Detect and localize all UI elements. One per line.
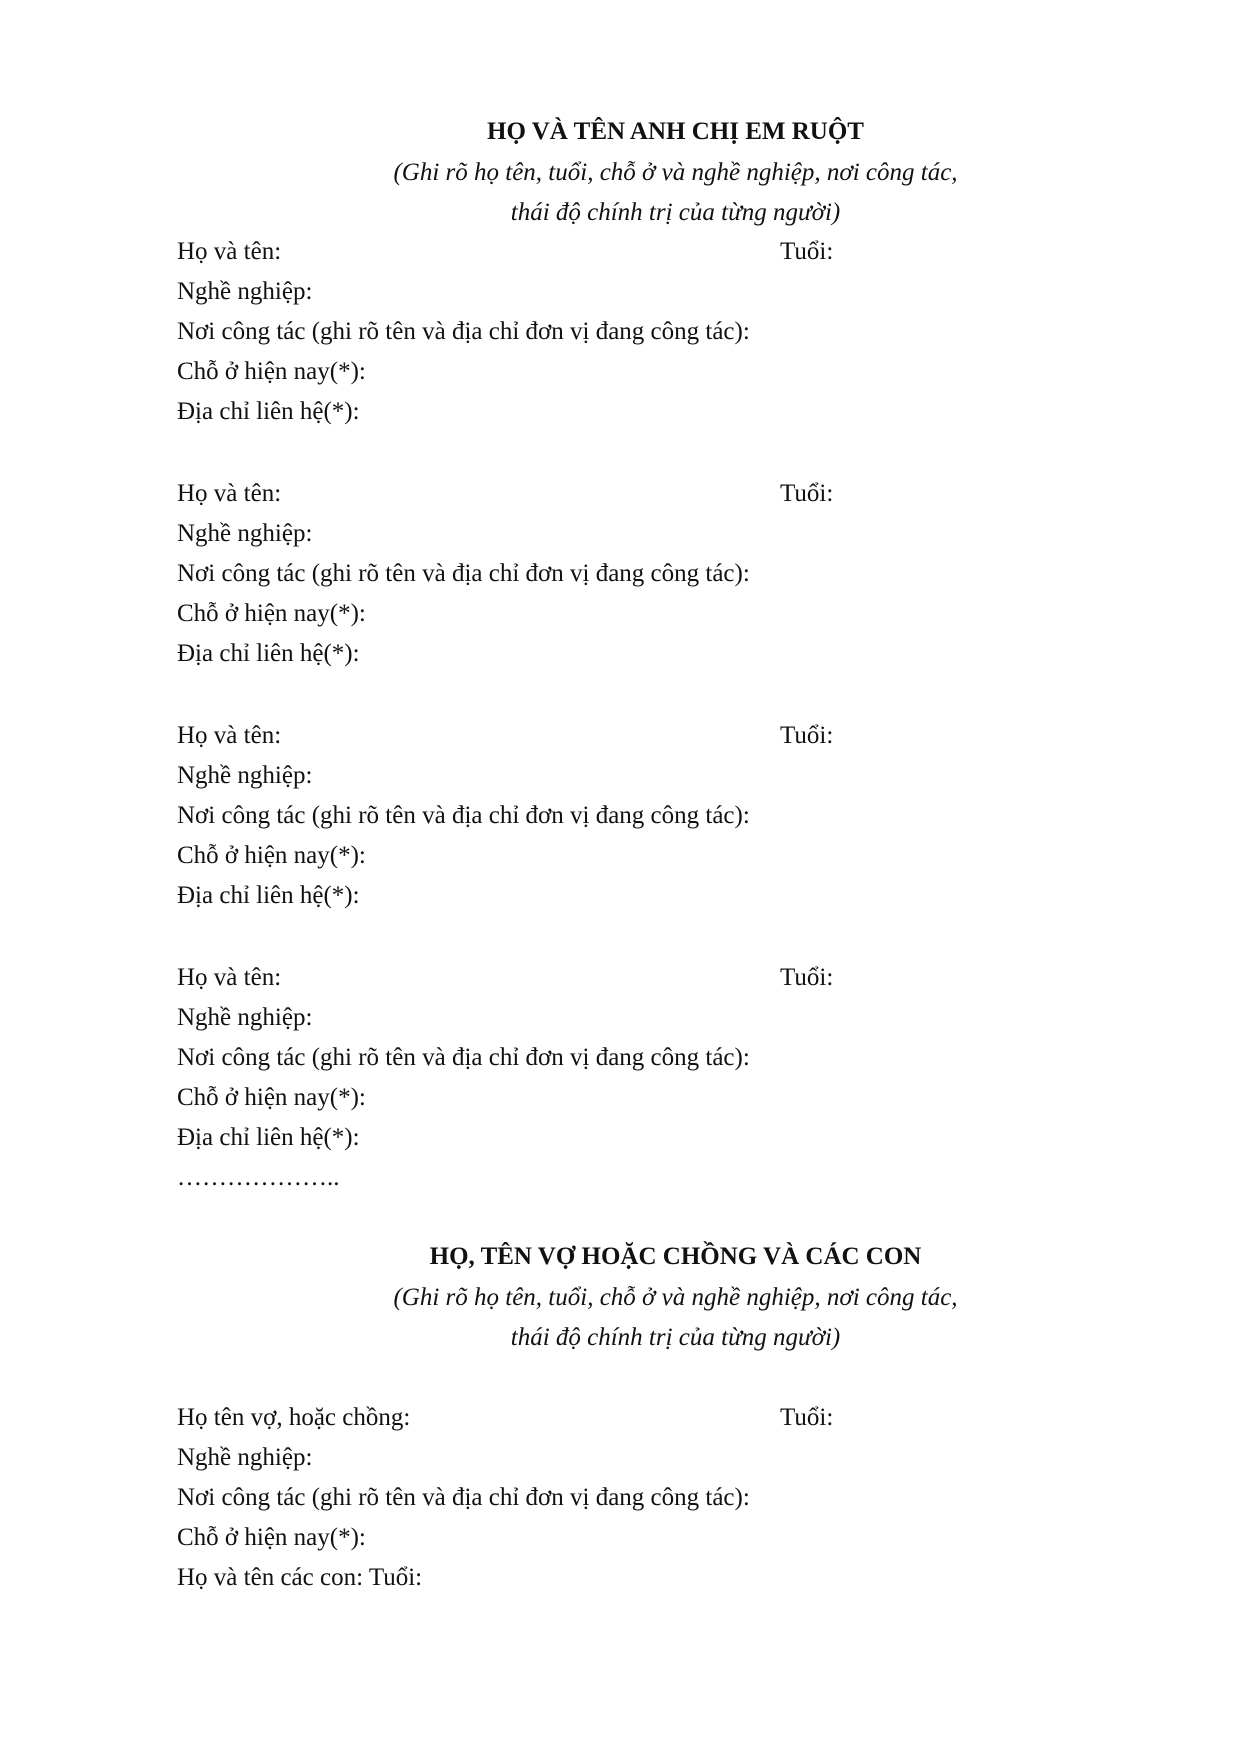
sibling4-name-label: Họ và tên: bbox=[177, 964, 282, 991]
sibling1-job-label: Nghề nghiệp: bbox=[177, 278, 313, 305]
sibling1-age-label: Tuổi: bbox=[780, 238, 834, 265]
spouse-workplace-label: Nơi công tác (ghi rõ tên và địa chỉ đơn vị đang công tác): bbox=[177, 1484, 750, 1511]
sibling4-age-label: Tuổi: bbox=[780, 964, 834, 991]
sibling4-workplace-label: Nơi công tác (ghi rõ tên và địa chỉ đơn vị đang công tác): bbox=[177, 1044, 750, 1071]
spouse-age-label: Tuổi: bbox=[780, 1404, 834, 1431]
sibling3-age-label: Tuổi: bbox=[780, 722, 834, 749]
section2-title: HỌ, TÊN VỢ HOẶC CHỒNG VÀ CÁC CON bbox=[429, 1243, 922, 1270]
sibling3-name-label: Họ và tên: bbox=[177, 722, 282, 749]
sibling2-contact-label: Địa chỉ liên hệ(*): bbox=[177, 640, 360, 667]
sibling3-contact-label: Địa chỉ liên hệ(*): bbox=[177, 882, 360, 909]
section2-note-line1: (Ghi rõ họ tên, tuổi, chỗ ở và nghề nghiệp, nơi công tác, bbox=[393, 1284, 958, 1311]
sibling1-name-label: Họ và tên: bbox=[177, 238, 282, 265]
sibling4-residence-label: Chỗ ở hiện nay(*): bbox=[177, 1084, 366, 1111]
sibling2-job-label: Nghề nghiệp: bbox=[177, 520, 313, 547]
children-name-label: Họ và tên các con: Tuổi: bbox=[177, 1564, 423, 1591]
sibling3-job-label: Nghề nghiệp: bbox=[177, 762, 313, 789]
spouse-job-label: Nghề nghiệp: bbox=[177, 1444, 313, 1471]
spouse-name-label: Họ tên vợ, hoặc chồng: bbox=[177, 1404, 411, 1431]
sibling1-workplace-label: Nơi công tác (ghi rõ tên và địa chỉ đơn vị đang công tác): bbox=[177, 318, 750, 345]
sibling4-contact-label: Địa chỉ liên hệ(*): bbox=[177, 1124, 360, 1151]
sibling3-residence-label: Chỗ ở hiện nay(*): bbox=[177, 842, 366, 869]
sibling3-workplace-label: Nơi công tác (ghi rõ tên và địa chỉ đơn vị đang công tác): bbox=[177, 802, 750, 829]
sibling2-residence-label: Chỗ ở hiện nay(*): bbox=[177, 600, 366, 627]
sibling2-name-label: Họ và tên: bbox=[177, 480, 282, 507]
sibling1-residence-label: Chỗ ở hiện nay(*): bbox=[177, 358, 366, 385]
sibling1-contact-label: Địa chỉ liên hệ(*): bbox=[177, 398, 360, 425]
sibling2-age-label: Tuổi: bbox=[780, 480, 834, 507]
sibling4-job-label: Nghề nghiệp: bbox=[177, 1004, 313, 1031]
section1-note-line1: (Ghi rõ họ tên, tuổi, chỗ ở và nghề nghiệp, nơi công tác, bbox=[393, 159, 958, 186]
sibling2-workplace-label: Nơi công tác (ghi rõ tên và địa chỉ đơn vị đang công tác): bbox=[177, 560, 750, 587]
spouse-residence-label: Chỗ ở hiện nay(*): bbox=[177, 1524, 366, 1551]
section1-ellipsis: ……………….. bbox=[177, 1164, 340, 1191]
section1-note-line2: thái độ chính trị của từng người) bbox=[510, 199, 841, 226]
section2-note-line2: thái độ chính trị của từng người) bbox=[510, 1324, 841, 1351]
section1-title: HỌ VÀ TÊN ANH CHỊ EM RUỘT bbox=[487, 118, 864, 145]
